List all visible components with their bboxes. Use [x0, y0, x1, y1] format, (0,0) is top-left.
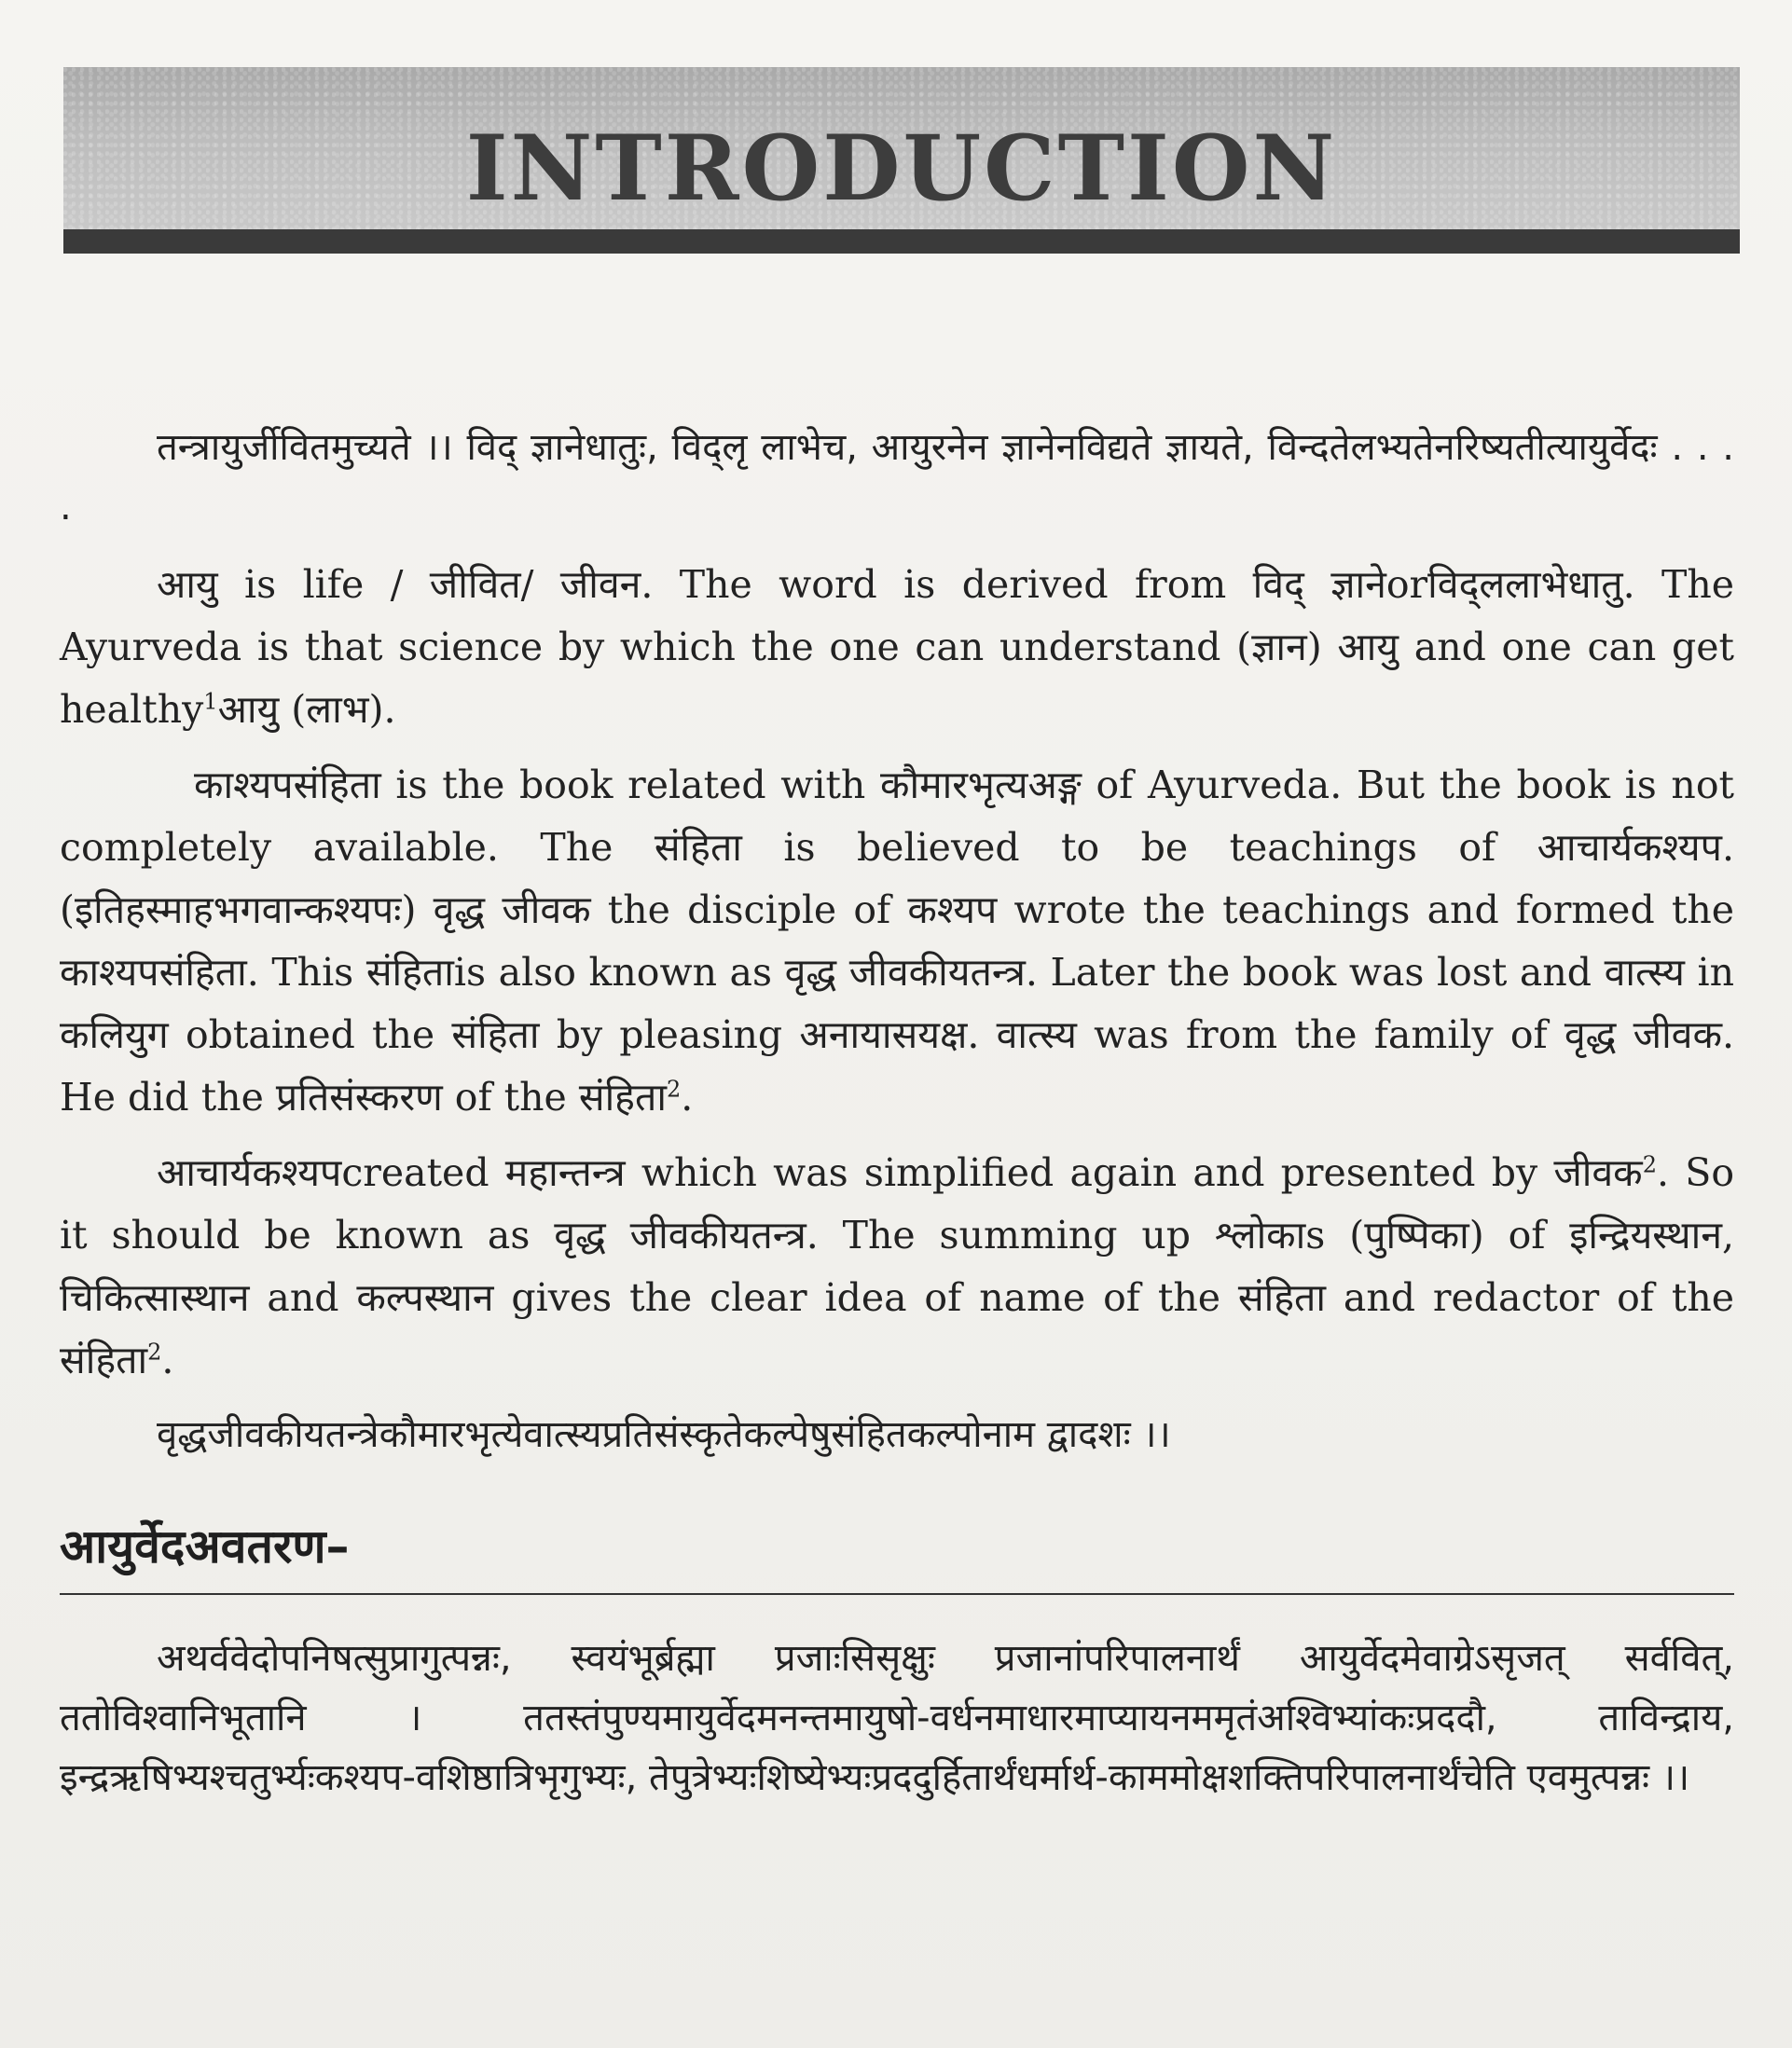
footnote-ref: 1 — [203, 688, 218, 715]
paragraph-acharya-mid: . So it should be known as वृद्ध जीवकीयतन्त्र. The summing up श्लोकाs (पुष्पिका) of इन्द्रियस्थान, चिकित्सास्थान and कल्पस्थान gives the clear idea of name of the संहिता and redactor of the संहिता — [60, 1150, 1734, 1382]
title-banner — [63, 67, 1740, 254]
paragraph-acharya-text: आचार्यकश्यपcreated महान्तन्त्र which was simplified again and presented by जीवक — [157, 1150, 1643, 1195]
paragraph-kashyapa-end: . — [681, 1075, 694, 1120]
page-title: INTRODUCTION — [465, 116, 1338, 221]
paragraph-ayu-end: आयु (लाभ). — [217, 687, 396, 732]
footnote-ref: 2 — [666, 1076, 682, 1103]
sanskrit-verse-2: वृद्धजीवकीयतन्त्रेकौमारभृत्येवात्स्यप्रतिसंस्कृतेकल्पेषुसंहितकल्पोनाम द्वादशः ।। — [157, 1413, 1171, 1456]
paragraph-ayu-text: आयु is life / जीवित/ जीवन. The word is derived from विद् ज्ञानेorविद्ललाभेधातु. The Ayurveda is that science by which the one can understand (ज्ञान) आयु and one can get healthy — [60, 562, 1734, 732]
sanskrit-verse-3: अथर्ववेदोपनिषत्सुप्रागुत्पन्नः, स्वयंभूर्ब्रह्मा प्रजाःसिसृक्षुः प्रजानांपरिपालनार्थं आयुर्वेदमेवाग्रेऽसृजत् सर्ववित्, ततोविश्वानिभूतानि । ततस्तंपुण्यमायुर्वेदमनन्तमायुषो-वर्धनमाधारमाप्यायनममृतंअश्विभ्यांकःप्रददौ, ताविन्द्राय, इन्द्रऋषिभ्यश्चतुर्भ्यःकश्यप-वशिष्ठात्रिभृगुभ्यः, तेपुत्रेभ्यःशिष्येभ्यःप्रददुर्हितार्थंधर्मार्थ-काममोक्षशक्तिपरिपालनार्थंचेति एवमुत्पन्नः ।। — [60, 1637, 1734, 1799]
paragraph-acharya-kashyapa — [60, 1142, 1734, 1392]
footnote-ref: 2 — [1642, 1151, 1657, 1178]
paragraph-kashyapa-samhita — [60, 754, 1734, 1129]
paragraph-acharya-end: . — [161, 1338, 174, 1382]
section-heading-ayurveda-avatarana: आयुर्वेदअवतरण– — [60, 1513, 1734, 1595]
sanskrit-verse-1: तन्त्रायुर्जीवितमुच्यते ।। विद् ज्ञानेधातुः, विद्लृ लाभेच, आयुरनेन ज्ञानेनविद्यते ज्ञायते, विन्दतेलभ्यतेनरिष्यतीत्यायुर्वेदः . . . . — [60, 426, 1734, 529]
paragraph-ayu — [60, 554, 1734, 741]
footnote-ref: 2 — [147, 1339, 162, 1366]
paragraph-kashyapa-text: काश्यपसंहिता is the book related with कौमारभृत्यअङ्ग of Ayurveda. But the book is not completely available. The संहिता is believed to be teachings of आचार्यकश्यप. (इतिहस्माहभगवान्कश्यपः) वृद्ध जीवक the disciple of कश्यप wrote the teachings and formed the काश्यपसंहिता. This संहिताis also known as वृद्ध जीवकीयतन्त्र. Later the book was lost and वात्स्य in कलियुग obtained the संहिता by pleasing अनायासयक्ष. वात्स्य was from the family of वृद्ध जीवक. He did the प्रतिसंस्करण of the संहिता — [60, 763, 1734, 1120]
page-content — [60, 418, 1734, 1807]
